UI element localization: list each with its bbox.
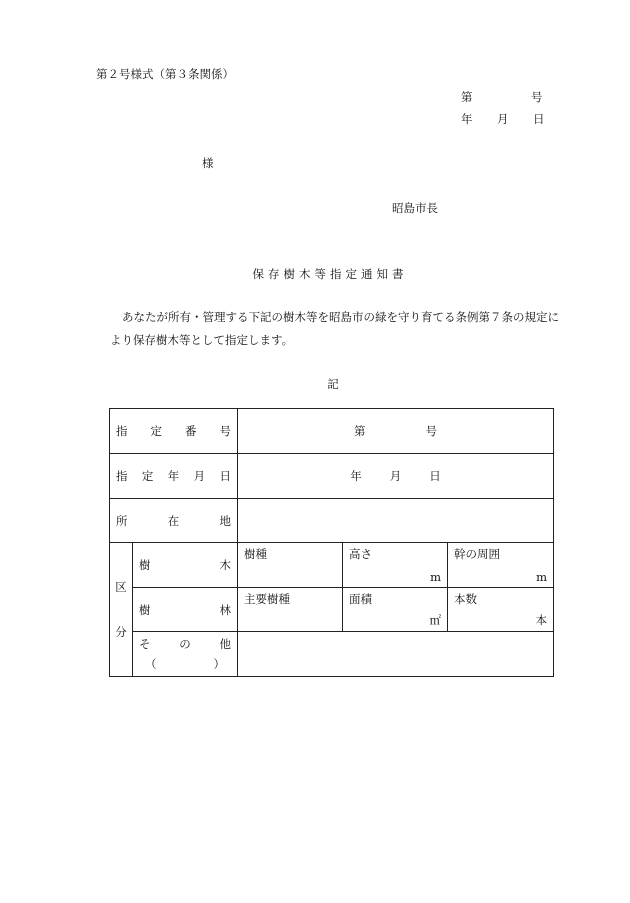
notice-number-go: 号 [531, 90, 543, 104]
cell-tree-height: 高さ m [343, 543, 448, 588]
notice-date-month: 月 [497, 112, 509, 126]
designation-table [109, 408, 554, 677]
ki-heading: 記 [327, 377, 339, 391]
label-designation-number: 指 定 番 号 [110, 409, 238, 454]
label-location: 所 在 地 [110, 499, 238, 543]
table-row-location [110, 499, 554, 543]
body-paragraph [110, 306, 570, 352]
table-row-number [110, 409, 554, 454]
addressee-suffix: 様 [202, 156, 214, 170]
issuer-name: 昭島市長 [392, 201, 438, 215]
value-designation-number: 第 号 [238, 409, 554, 454]
notice-number-dai: 第 [461, 90, 473, 104]
cell-forest-species: 主要樹種 [238, 588, 343, 632]
label-tree: 樹 木 [133, 543, 238, 588]
table-row-forest [110, 588, 554, 632]
notice-date-year: 年 [461, 112, 473, 126]
body-line-1: あなたが所有・管理する下記の樹木等を昭島市の緑を守り育てる条例第７条の規定に [122, 310, 559, 324]
cell-tree-species: 樹種 [238, 543, 343, 588]
form-number-label: 第２号様式（第３条関係） [96, 67, 234, 81]
table-row-tree [110, 543, 554, 588]
cell-forest-count: 本数 本 [448, 588, 554, 632]
value-location [238, 499, 554, 543]
label-forest: 樹 林 [133, 588, 238, 632]
body-line-2: より保存樹木等として指定します。 [110, 333, 294, 347]
label-category: 区 分 [110, 543, 133, 677]
notice-date-day: 日 [533, 112, 545, 126]
cell-tree-girth: 幹の周囲 m [448, 543, 554, 588]
cell-forest-area: 面積 ㎡ [343, 588, 448, 632]
table-row-other [110, 632, 554, 677]
document-title: 保存樹木等指定通知書 [252, 267, 408, 281]
label-designation-date: 指 定 年 月 日 [110, 454, 238, 499]
value-designation-date: 年 月 日 [238, 454, 554, 499]
label-other: そ の 他 （ ） [133, 632, 238, 677]
table-row-date [110, 454, 554, 499]
cell-other-value [238, 632, 554, 677]
